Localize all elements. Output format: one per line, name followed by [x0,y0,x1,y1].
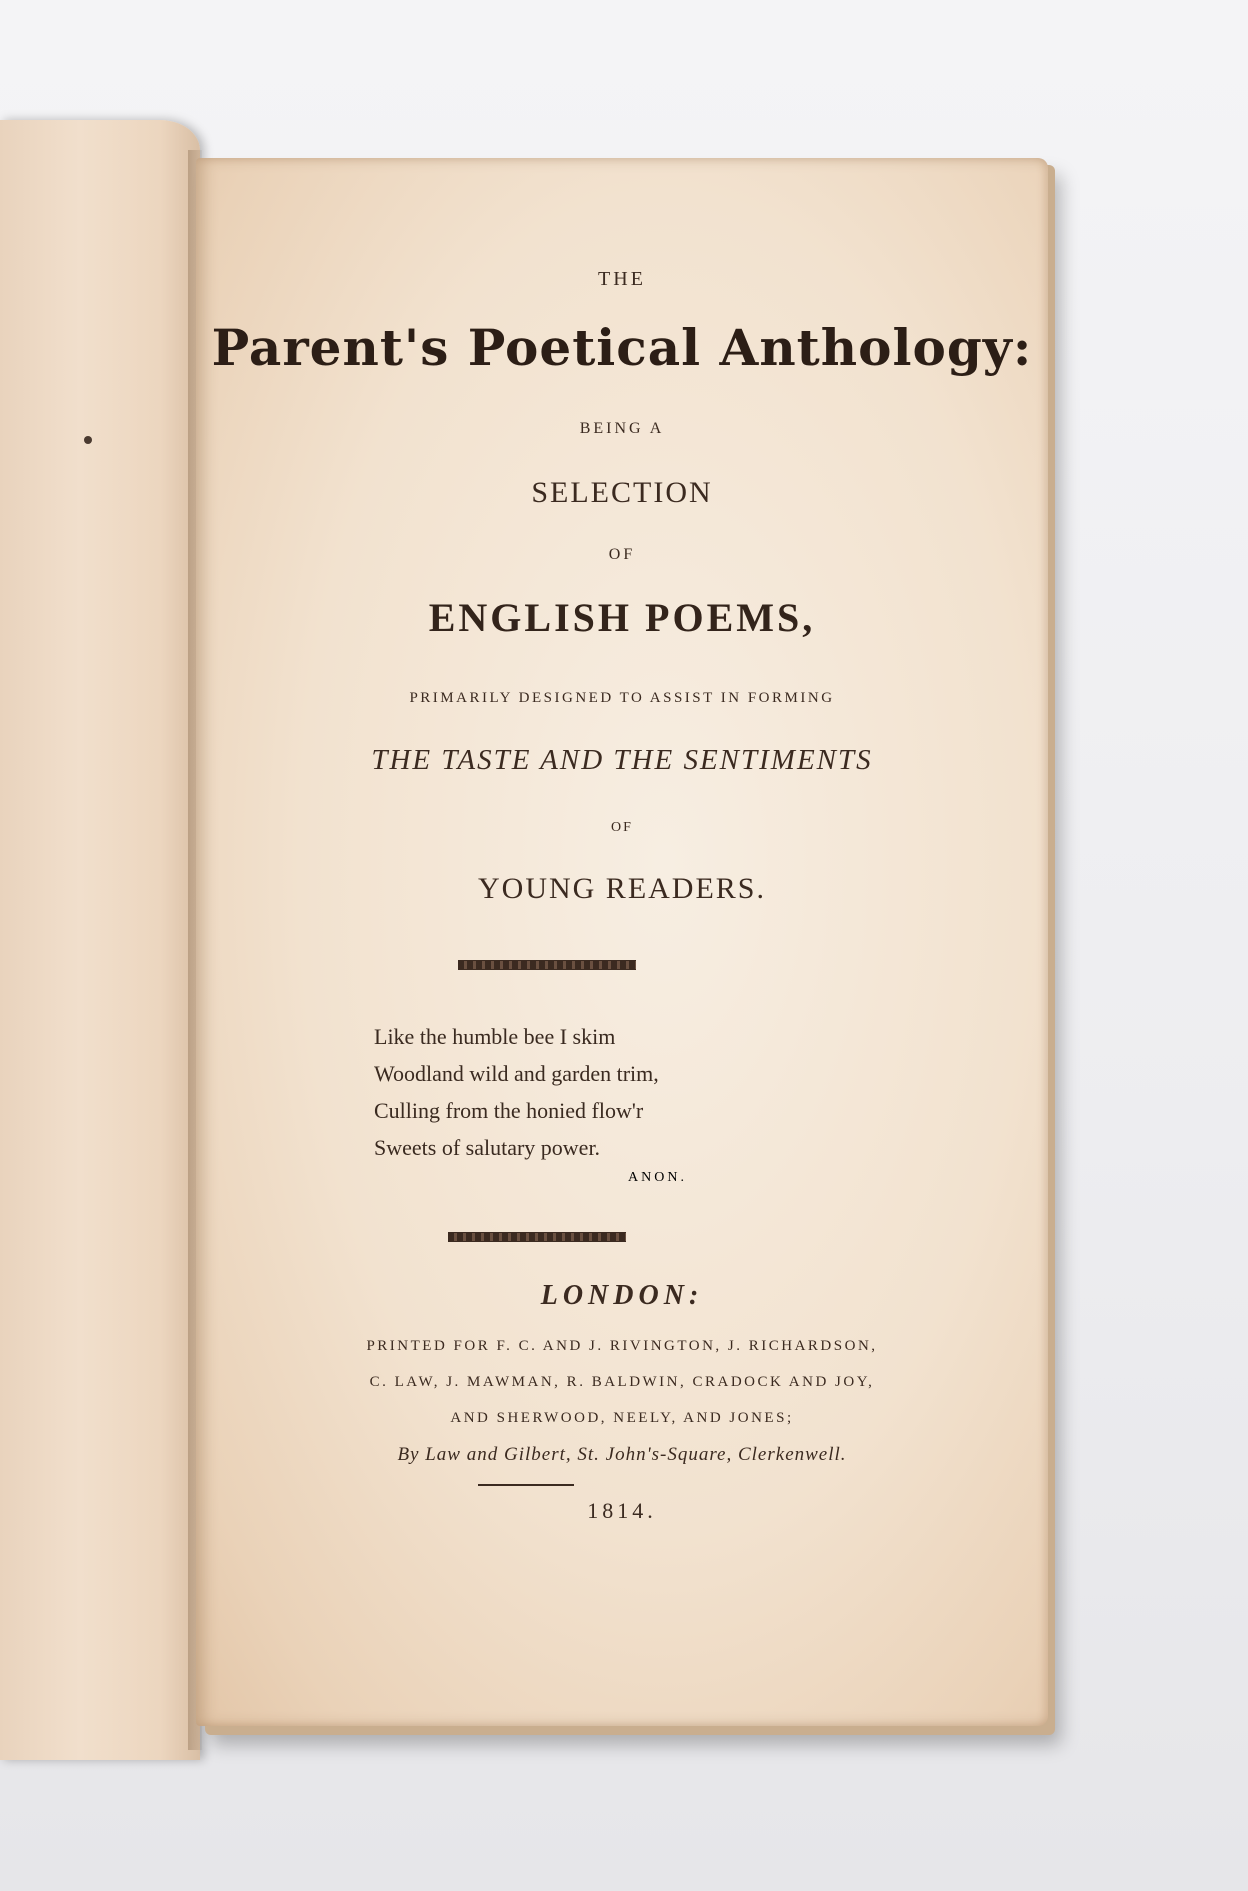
being-a: BEING A [579,420,665,437]
title-page [196,158,1048,1726]
ornamental-rule-top [458,960,636,970]
selection-line: SELECTION [531,476,713,509]
designed-line: PRIMARILY DESIGNED TO ASSIST IN FORMING [409,690,835,706]
ornamental-rule-bottom [448,1232,626,1242]
young-readers-line: YOUNG READERS. [477,872,766,905]
verse-line-4: Sweets of salutary power. [374,1135,601,1160]
left-page [0,120,200,1760]
book-title: Parent's Poetical Anthology: [211,318,1033,377]
publication-year: 1814. [587,1498,657,1523]
of-line-2: OF [611,820,633,835]
imprint-line-2: C. LAW, J. MAWMAN, R. BALDWIN, CRADOCK AND JOY, [369,1374,875,1390]
verse-attribution: ANON. [628,1170,687,1185]
title-the: THE [598,268,646,290]
verse-line-3: Culling from the honied flow'r [374,1098,644,1123]
paper-speck [84,436,92,444]
taste-line: THE TASTE AND THE SENTIMENTS [371,744,873,776]
short-rule [478,1484,574,1486]
imprint-line-3: AND SHERWOOD, NEELY, AND JONES; [450,1410,794,1426]
printer-line: By Law and Gilbert, St. John's-Square, Clerkenwell. [397,1444,847,1465]
imprint-place: LONDON: [540,1280,704,1311]
of-line-1: OF [608,546,636,563]
english-poems-line: ENGLISH POEMS, [428,595,816,640]
verse-line-1: Like the humble bee I skim [374,1024,616,1049]
imprint-line-1: PRINTED FOR F. C. AND J. RIVINGTON, J. RICHARDSON, [366,1338,878,1354]
verse-line-2: Woodland wild and garden trim, [374,1061,659,1086]
